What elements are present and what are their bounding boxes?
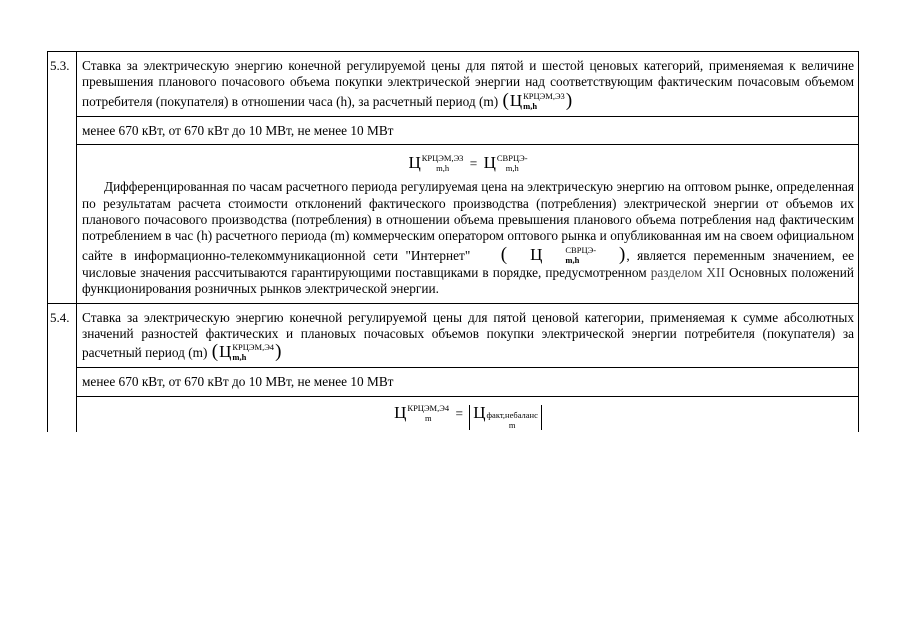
table-row [47, 116, 859, 144]
table-row [47, 303, 859, 368]
title-symbol: ( Ц КРЦЭМ,Э3 m,h ) [502, 89, 573, 111]
formula-cell [76, 396, 859, 432]
formula: Ц КРЦЭМ,Э3 m,h = Ц СВРЦЭ- m,h [408, 153, 528, 174]
row-title [76, 303, 859, 368]
row-number: 5.4. [47, 303, 76, 368]
range-text: менее 670 кВт, от 670 кВт до 10 МВт, не менее 10 МВт [76, 116, 859, 144]
desc-symbol: ( Ц СВРЦЭ- m,h ) [500, 243, 626, 265]
table-row [47, 396, 859, 432]
table-row [47, 367, 859, 395]
row-title [76, 51, 859, 116]
section-link[interactable]: разделом XII [650, 264, 725, 280]
range-text: менее 670 кВт, от 670 кВт до 10 МВт, не менее 10 МВт [76, 367, 859, 395]
title-text: Ставка за электрическую энергию конечной регулируемой цены для пятой и шестой ценовых категорий, применяемая к величине превышения планового почасового объема покупки электрической энергии над соответствующим фактическим почасовым объемом потребителя (покупателя) в отношении часа (h), за расчетный период (m) [82, 58, 854, 109]
table-row [47, 144, 859, 302]
row-number: 5.3. [47, 51, 76, 116]
tariff-table [47, 51, 859, 432]
table-row [47, 51, 859, 116]
title-symbol: ( Ц КРЦЭМ,Э4 m,h ) [211, 341, 282, 363]
title-text: Ставка за электрическую энергию конечной регулируемой цены для пятой ценовой категории, применяемая к сумме абсолютных значений разностей фактических и плановых почасовых объемов покупки электрической энергии потребителя (покупателя) за расчетный период (m) [82, 309, 854, 361]
formula: Ц КРЦЭМ,Э4 m = Ц факт,небаланс m [82, 403, 854, 430]
formula-cell [76, 144, 859, 302]
description: Дифференцированная по часам расчетного периода регулируемая цена на электрическую энергию на оптовом рынке, определенная по результатам расчета стоимости отклонений фактического производства (потребления) электрической энергии от объемов их планового почасового производства (потребления) в отношении объема превышения планового объема потребления над фактическим потреблением в час (h) расчетного периода (m) коммерческим оператором оптового рынка и опубликованная им на своем официальном сайте в информационно-телекоммуникационной сети "Интернет" ( Ц СВРЦЭ- m,h ) , является переменным значением, ее числовые значения рассчитываются гарантирующими поставщиками в порядке, предусмотренном разделом XII Основных положений функционирования розничных рынков электрической энергии. [82, 179, 855, 297]
